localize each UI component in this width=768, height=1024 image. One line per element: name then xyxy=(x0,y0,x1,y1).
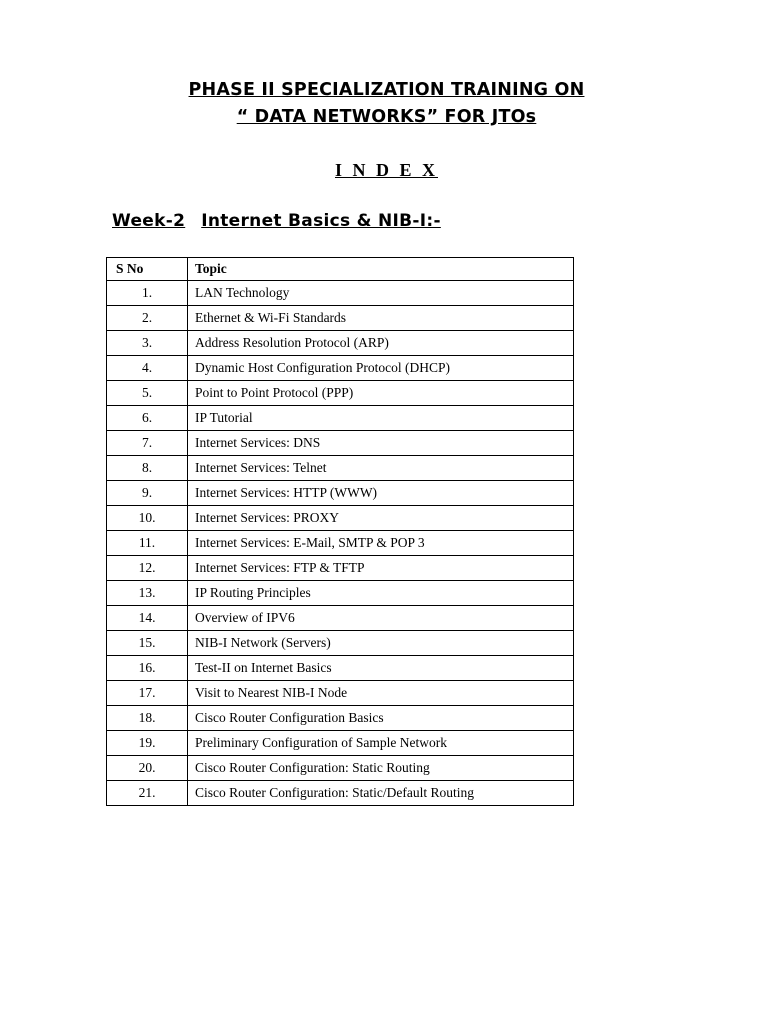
header-sno: S No xyxy=(107,258,188,281)
row-sno: 3. xyxy=(107,331,188,356)
table-row xyxy=(107,631,574,656)
row-sno: 6. xyxy=(107,406,188,431)
table-row xyxy=(107,456,574,481)
row-sno: 1. xyxy=(107,281,188,306)
row-topic: Internet Services: DNS xyxy=(188,431,574,456)
table-row xyxy=(107,581,574,606)
table-row xyxy=(107,431,574,456)
index-heading: I N D E X xyxy=(334,160,438,180)
row-sno: 18. xyxy=(107,706,188,731)
row-topic: LAN Technology xyxy=(188,281,574,306)
row-topic: Internet Services: FTP & TFTP xyxy=(188,556,574,581)
row-topic: NIB-I Network (Servers) xyxy=(188,631,574,656)
table-row xyxy=(107,756,574,781)
row-sno: 19. xyxy=(107,731,188,756)
table-row xyxy=(107,356,574,381)
title-line-2: “ DATA NETWORKS” FOR JTOs xyxy=(236,107,537,127)
table-row xyxy=(107,556,574,581)
row-sno: 14. xyxy=(107,606,188,631)
table-row xyxy=(107,406,574,431)
table-row xyxy=(107,306,574,331)
row-topic: Dynamic Host Configuration Protocol (DHCP) xyxy=(188,356,574,381)
row-sno: 8. xyxy=(107,456,188,481)
row-topic: Cisco Router Configuration: Static Routing xyxy=(188,756,574,781)
week-topic: Internet Basics & NIB-I:- xyxy=(201,211,441,231)
row-sno: 5. xyxy=(107,381,188,406)
row-sno: 20. xyxy=(107,756,188,781)
row-sno: 4. xyxy=(107,356,188,381)
table-row xyxy=(107,781,574,806)
index-table xyxy=(106,257,574,806)
row-sno: 7. xyxy=(107,431,188,456)
row-topic: Internet Services: PROXY xyxy=(188,506,574,531)
row-sno: 10. xyxy=(107,506,188,531)
row-topic: Cisco Router Configuration Basics xyxy=(188,706,574,731)
document-title xyxy=(105,78,668,130)
row-topic: IP Tutorial xyxy=(188,406,574,431)
table-body xyxy=(107,281,574,806)
table-header-row xyxy=(107,258,574,281)
table-row xyxy=(107,331,574,356)
row-sno: 13. xyxy=(107,581,188,606)
row-topic: Internet Services: E-Mail, SMTP & POP 3 xyxy=(188,531,574,556)
row-sno: 21. xyxy=(107,781,188,806)
table-row xyxy=(107,531,574,556)
row-topic: Preliminary Configuration of Sample Network xyxy=(188,731,574,756)
row-topic: Test-II on Internet Basics xyxy=(188,656,574,681)
row-sno: 17. xyxy=(107,681,188,706)
row-topic: Overview of IPV6 xyxy=(188,606,574,631)
title-line-1: PHASE II SPECIALIZATION TRAINING ON xyxy=(188,80,585,100)
row-topic: IP Routing Principles xyxy=(188,581,574,606)
table-row xyxy=(107,681,574,706)
table-row xyxy=(107,481,574,506)
table-row xyxy=(107,506,574,531)
table-row xyxy=(107,281,574,306)
row-topic: Point to Point Protocol (PPP) xyxy=(188,381,574,406)
row-topic: Internet Services: Telnet xyxy=(188,456,574,481)
row-topic: Ethernet & Wi-Fi Standards xyxy=(188,306,574,331)
row-sno: 9. xyxy=(107,481,188,506)
table-header xyxy=(107,258,574,281)
week-label: Week-2 xyxy=(112,211,186,231)
header-topic: Topic xyxy=(188,258,574,281)
row-topic: Visit to Nearest NIB-I Node xyxy=(188,681,574,706)
row-topic: Cisco Router Configuration: Static/Default Routing xyxy=(188,781,574,806)
row-sno: 2. xyxy=(107,306,188,331)
table-row xyxy=(107,656,574,681)
table-row xyxy=(107,731,574,756)
row-sno: 12. xyxy=(107,556,188,581)
table-row xyxy=(107,606,574,631)
week-heading xyxy=(112,211,668,231)
row-sno: 11. xyxy=(107,531,188,556)
table-row xyxy=(107,706,574,731)
table-row xyxy=(107,381,574,406)
row-topic: Address Resolution Protocol (ARP) xyxy=(188,331,574,356)
row-sno: 15. xyxy=(107,631,188,656)
row-topic: Internet Services: HTTP (WWW) xyxy=(188,481,574,506)
row-sno: 16. xyxy=(107,656,188,681)
